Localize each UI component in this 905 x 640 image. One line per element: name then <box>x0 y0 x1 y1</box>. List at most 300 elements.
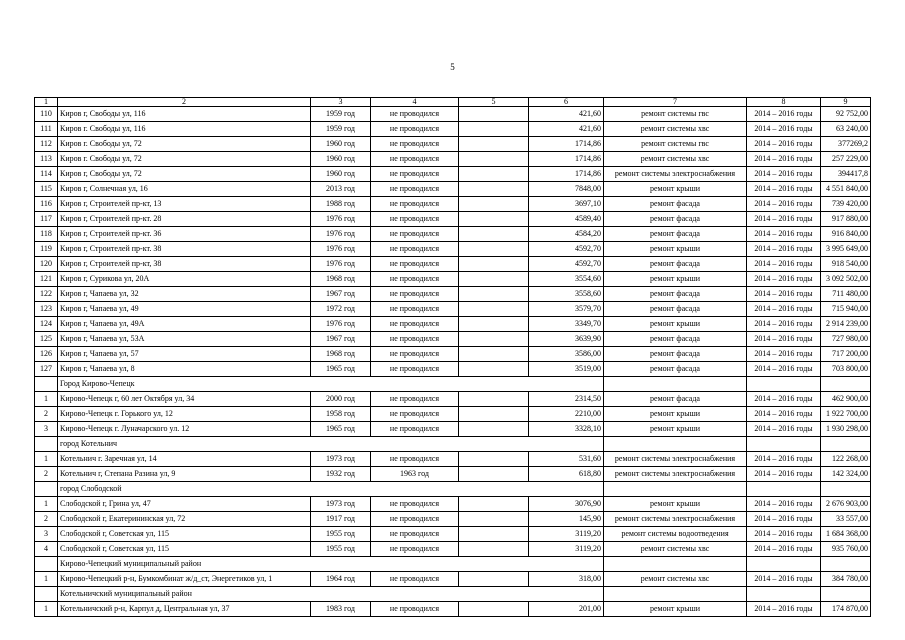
work-type-cell: ремонт фасада <box>604 227 747 242</box>
build-year-cell: 1972 год <box>311 302 371 317</box>
last-repair-cell: не проводился <box>371 152 459 167</box>
area-cell: 3579,70 <box>529 302 604 317</box>
period-cell: 2014 – 2016 годы <box>747 107 821 122</box>
work-type-cell: ремонт крыши <box>604 422 747 437</box>
work-type-cell: ремонт фасада <box>604 347 747 362</box>
column-number-header: 1 <box>35 98 58 107</box>
build-year-cell: 1960 год <box>311 137 371 152</box>
cost-cell: 174 870,00 <box>821 602 871 617</box>
row-number-cell: 123 <box>35 302 58 317</box>
period-cell: 2014 – 2016 годы <box>747 137 821 152</box>
address-cell: Киров г. Свободы ул, 72 <box>58 137 311 152</box>
table-row <box>35 107 871 122</box>
section-title: город Котельнич <box>58 437 604 452</box>
column-number-header: 8 <box>747 98 821 107</box>
row-number-cell: 122 <box>35 287 58 302</box>
build-year-cell: 1959 год <box>311 107 371 122</box>
table-row <box>35 527 871 542</box>
row-number-cell: 4 <box>35 542 58 557</box>
empty-cell <box>604 587 747 602</box>
address-cell: Кирово-Чепецк г. Луначарского ул. 12 <box>58 422 311 437</box>
address-cell: Котельничский р-н, Карпул д, Центральная ул, 37 <box>58 602 311 617</box>
table-row <box>35 542 871 557</box>
empty-cell <box>747 482 821 497</box>
work-type-cell: ремонт фасада <box>604 332 747 347</box>
period-cell: 2014 – 2016 годы <box>747 167 821 182</box>
row-number-cell: 111 <box>35 122 58 137</box>
area-cell: 3519,00 <box>529 362 604 377</box>
area-cell: 1714,86 <box>529 167 604 182</box>
area-cell: 421,60 <box>529 107 604 122</box>
work-type-cell: ремонт фасада <box>604 287 747 302</box>
work-type-cell: ремонт системы электроснабжения <box>604 467 747 482</box>
section-row <box>35 377 871 392</box>
row-number-cell: 120 <box>35 257 58 272</box>
address-cell: Слободской г, Грина ул, 47 <box>58 497 311 512</box>
build-year-cell: 1965 год <box>311 422 371 437</box>
build-year-cell: 1976 год <box>311 257 371 272</box>
row-number-cell: 125 <box>35 332 58 347</box>
table-row <box>35 212 871 227</box>
area-cell: 1714,86 <box>529 137 604 152</box>
table-row <box>35 182 871 197</box>
column-5-cell <box>459 317 529 332</box>
section-number-cell <box>35 377 58 392</box>
table-row <box>35 422 871 437</box>
section-number-cell <box>35 587 58 602</box>
build-year-cell: 1983 год <box>311 602 371 617</box>
area-cell: 618,80 <box>529 467 604 482</box>
period-cell: 2014 – 2016 годы <box>747 287 821 302</box>
row-number-cell: 121 <box>35 272 58 287</box>
column-5-cell <box>459 152 529 167</box>
period-cell: 2014 – 2016 годы <box>747 362 821 377</box>
section-title: Город Кирово-Чепецк <box>58 377 604 392</box>
address-cell: Киров г, Чапаева ул, 53А <box>58 332 311 347</box>
column-5-cell <box>459 197 529 212</box>
column-5-cell <box>459 227 529 242</box>
period-cell: 2014 – 2016 годы <box>747 572 821 587</box>
work-type-cell: ремонт системы электроснабжения <box>604 167 747 182</box>
work-type-cell: ремонт системы гвс <box>604 137 747 152</box>
column-5-cell <box>459 287 529 302</box>
last-repair-cell: не проводился <box>371 602 459 617</box>
build-year-cell: 1960 год <box>311 152 371 167</box>
empty-cell <box>604 557 747 572</box>
column-number-header: 2 <box>58 98 311 107</box>
address-cell: Котельнич г. Заречная ул, 14 <box>58 452 311 467</box>
period-cell: 2014 – 2016 годы <box>747 152 821 167</box>
work-type-cell: ремонт фасада <box>604 392 747 407</box>
cost-cell: 916 840,00 <box>821 227 871 242</box>
last-repair-cell: не проводился <box>371 302 459 317</box>
row-number-cell: 2 <box>35 467 58 482</box>
last-repair-cell: не проводился <box>371 122 459 137</box>
last-repair-cell: не проводился <box>371 287 459 302</box>
table-row <box>35 137 871 152</box>
section-title: Кирово-Чепецкий муниципальный район <box>58 557 604 572</box>
build-year-cell: 1955 год <box>311 527 371 542</box>
work-type-cell: ремонт крыши <box>604 602 747 617</box>
last-repair-cell: 1963 год <box>371 467 459 482</box>
cost-cell: 917 880,00 <box>821 212 871 227</box>
build-year-cell: 1967 год <box>311 287 371 302</box>
last-repair-cell: не проводился <box>371 347 459 362</box>
cost-cell: 3 995 649,00 <box>821 242 871 257</box>
cost-cell: 257 229,00 <box>821 152 871 167</box>
column-5-cell <box>459 137 529 152</box>
empty-cell <box>747 377 821 392</box>
page-number: 5 <box>450 62 455 72</box>
last-repair-cell: не проводился <box>371 212 459 227</box>
last-repair-cell: не проводился <box>371 317 459 332</box>
build-year-cell: 1965 год <box>311 362 371 377</box>
table-row <box>35 362 871 377</box>
area-cell: 1714,86 <box>529 152 604 167</box>
build-year-cell: 1958 год <box>311 407 371 422</box>
section-row <box>35 482 871 497</box>
cost-cell: 703 800,00 <box>821 362 871 377</box>
column-5-cell <box>459 362 529 377</box>
address-cell: Киров г, Чапаева ул, 32 <box>58 287 311 302</box>
section-title: город Слободской <box>58 482 604 497</box>
last-repair-cell: не проводился <box>371 392 459 407</box>
column-5-cell <box>459 257 529 272</box>
address-cell: Киров г, Чапаева ул, 49 <box>58 302 311 317</box>
column-5-cell <box>459 107 529 122</box>
period-cell: 2014 – 2016 годы <box>747 527 821 542</box>
table-row <box>35 272 871 287</box>
address-cell: Киров г. Свободы ул, 116 <box>58 122 311 137</box>
period-cell: 2014 – 2016 годы <box>747 122 821 137</box>
build-year-cell: 1932 год <box>311 467 371 482</box>
table-row <box>35 287 871 302</box>
work-type-cell: ремонт фасада <box>604 257 747 272</box>
area-cell: 3119,20 <box>529 527 604 542</box>
row-number-cell: 2 <box>35 407 58 422</box>
area-cell: 531,60 <box>529 452 604 467</box>
cost-cell: 2 676 903,00 <box>821 497 871 512</box>
row-number-cell: 126 <box>35 347 58 362</box>
cost-cell: 711 480,00 <box>821 287 871 302</box>
area-cell: 201,00 <box>529 602 604 617</box>
area-cell: 318,00 <box>529 572 604 587</box>
table-row <box>35 122 871 137</box>
area-cell: 3076,90 <box>529 497 604 512</box>
row-number-cell: 1 <box>35 392 58 407</box>
cost-cell: 462 900,00 <box>821 392 871 407</box>
table-row <box>35 602 871 617</box>
row-number-cell: 1 <box>35 452 58 467</box>
row-number-cell: 127 <box>35 362 58 377</box>
empty-cell <box>821 557 871 572</box>
period-cell: 2014 – 2016 годы <box>747 512 821 527</box>
column-number-header: 7 <box>604 98 747 107</box>
empty-cell <box>747 587 821 602</box>
cost-cell: 727 980,00 <box>821 332 871 347</box>
table-row <box>35 197 871 212</box>
column-5-cell <box>459 422 529 437</box>
table-row <box>35 257 871 272</box>
work-type-cell: ремонт системы гвс <box>604 107 747 122</box>
build-year-cell: 1976 год <box>311 242 371 257</box>
work-type-cell: ремонт системы хвс <box>604 152 747 167</box>
last-repair-cell: не проводился <box>371 512 459 527</box>
cost-cell: 1 684 368,00 <box>821 527 871 542</box>
empty-cell <box>821 482 871 497</box>
build-year-cell: 1967 год <box>311 332 371 347</box>
area-cell: 2314,50 <box>529 392 604 407</box>
column-5-cell <box>459 212 529 227</box>
column-5-cell <box>459 242 529 257</box>
area-cell: 3586,00 <box>529 347 604 362</box>
cost-cell: 717 200,00 <box>821 347 871 362</box>
empty-cell <box>747 437 821 452</box>
section-row <box>35 557 871 572</box>
build-year-cell: 1968 год <box>311 272 371 287</box>
address-cell: Киров г, Свободы ул, 72 <box>58 167 311 182</box>
table-row <box>35 497 871 512</box>
last-repair-cell: не проводился <box>371 572 459 587</box>
address-cell: Киров г, Свободы ул, 116 <box>58 107 311 122</box>
last-repair-cell: не проводился <box>371 227 459 242</box>
period-cell: 2014 – 2016 годы <box>747 467 821 482</box>
cost-cell: 739 420,00 <box>821 197 871 212</box>
cost-cell: 4 551 840,00 <box>821 182 871 197</box>
cost-cell: 1 922 700,00 <box>821 407 871 422</box>
last-repair-cell: не проводился <box>371 332 459 347</box>
work-type-cell: ремонт системы электроснабжения <box>604 512 747 527</box>
work-type-cell: ремонт фасада <box>604 212 747 227</box>
row-number-cell: 117 <box>35 212 58 227</box>
address-cell: Киров г. Свободы ул, 72 <box>58 152 311 167</box>
last-repair-cell: не проводился <box>371 197 459 212</box>
column-number-header: 3 <box>311 98 371 107</box>
last-repair-cell: не проводился <box>371 407 459 422</box>
last-repair-cell: не проводился <box>371 542 459 557</box>
build-year-cell: 1955 год <box>311 542 371 557</box>
period-cell: 2014 – 2016 годы <box>747 227 821 242</box>
cost-cell: 63 240,00 <box>821 122 871 137</box>
address-cell: Киров г, Строителей пр-кт. 36 <box>58 227 311 242</box>
cost-cell: 918 540,00 <box>821 257 871 272</box>
work-type-cell: ремонт крыши <box>604 182 747 197</box>
column-number-header: 6 <box>529 98 604 107</box>
cost-cell: 3 092 502,00 <box>821 272 871 287</box>
work-type-cell: ремонт фасада <box>604 362 747 377</box>
column-5-cell <box>459 572 529 587</box>
empty-cell <box>604 437 747 452</box>
address-cell: Котельнич г, Степана Разина ул, 9 <box>58 467 311 482</box>
table-row <box>35 467 871 482</box>
area-cell: 3349,70 <box>529 317 604 332</box>
table-row <box>35 242 871 257</box>
last-repair-cell: не проводился <box>371 452 459 467</box>
column-number-header: 4 <box>371 98 459 107</box>
row-number-cell: 3 <box>35 422 58 437</box>
column-5-cell <box>459 182 529 197</box>
empty-cell <box>821 587 871 602</box>
address-cell: Киров г, Сурикова ул, 20А <box>58 272 311 287</box>
last-repair-cell: не проводился <box>371 362 459 377</box>
address-cell: Киров г, Строителей пр-кт. 28 <box>58 212 311 227</box>
column-5-cell <box>459 467 529 482</box>
column-5-cell <box>459 452 529 467</box>
period-cell: 2014 – 2016 годы <box>747 272 821 287</box>
table-row <box>35 332 871 347</box>
area-cell: 3697,10 <box>529 197 604 212</box>
work-type-cell: ремонт системы хвс <box>604 122 747 137</box>
cost-cell: 935 760,00 <box>821 542 871 557</box>
column-5-cell <box>459 542 529 557</box>
last-repair-cell: не проводился <box>371 182 459 197</box>
area-cell: 4589,40 <box>529 212 604 227</box>
period-cell: 2014 – 2016 годы <box>747 257 821 272</box>
build-year-cell: 2000 год <box>311 392 371 407</box>
row-number-cell: 110 <box>35 107 58 122</box>
column-5-cell <box>459 347 529 362</box>
last-repair-cell: не проводился <box>371 422 459 437</box>
period-cell: 2014 – 2016 годы <box>747 242 821 257</box>
row-number-cell: 112 <box>35 137 58 152</box>
column-number-header: 5 <box>459 98 529 107</box>
period-cell: 2014 – 2016 годы <box>747 602 821 617</box>
address-cell: Киров г, Чапаева ул, 8 <box>58 362 311 377</box>
period-cell: 2014 – 2016 годы <box>747 422 821 437</box>
empty-cell <box>604 482 747 497</box>
build-year-cell: 1960 год <box>311 167 371 182</box>
work-type-cell: ремонт крыши <box>604 272 747 287</box>
work-type-cell: ремонт крыши <box>604 317 747 332</box>
row-number-cell: 3 <box>35 527 58 542</box>
build-year-cell: 1976 год <box>311 317 371 332</box>
work-type-cell: ремонт системы водоотведения <box>604 527 747 542</box>
row-number-cell: 114 <box>35 167 58 182</box>
last-repair-cell: не проводился <box>371 527 459 542</box>
work-type-cell: ремонт фасада <box>604 197 747 212</box>
table-header-row <box>35 98 871 107</box>
column-5-cell <box>459 497 529 512</box>
column-5-cell <box>459 512 529 527</box>
section-row <box>35 587 871 602</box>
period-cell: 2014 – 2016 годы <box>747 332 821 347</box>
cost-cell: 2 914 239,00 <box>821 317 871 332</box>
area-cell: 4592,70 <box>529 242 604 257</box>
row-number-cell: 118 <box>35 227 58 242</box>
work-type-cell: ремонт системы электроснабжения <box>604 452 747 467</box>
area-cell: 3328,10 <box>529 422 604 437</box>
period-cell: 2014 – 2016 годы <box>747 212 821 227</box>
section-row <box>35 437 871 452</box>
period-cell: 2014 – 2016 годы <box>747 392 821 407</box>
cost-cell: 122 268,00 <box>821 452 871 467</box>
empty-cell <box>604 377 747 392</box>
address-cell: Слободской г, Советская ул, 115 <box>58 527 311 542</box>
row-number-cell: 1 <box>35 572 58 587</box>
period-cell: 2014 – 2016 годы <box>747 407 821 422</box>
column-5-cell <box>459 602 529 617</box>
table-row <box>35 347 871 362</box>
table-row <box>35 407 871 422</box>
period-cell: 2014 – 2016 годы <box>747 452 821 467</box>
address-cell: Слободской г, Екатерининская ул, 72 <box>58 512 311 527</box>
last-repair-cell: не проводился <box>371 242 459 257</box>
build-year-cell: 1964 год <box>311 572 371 587</box>
empty-cell <box>821 377 871 392</box>
address-cell: Киров г, Строителей пр-кт. 38 <box>58 242 311 257</box>
build-year-cell: 1973 год <box>311 452 371 467</box>
row-number-cell: 2 <box>35 512 58 527</box>
period-cell: 2014 – 2016 годы <box>747 317 821 332</box>
area-cell: 3119,20 <box>529 542 604 557</box>
last-repair-cell: не проводился <box>371 107 459 122</box>
period-cell: 2014 – 2016 годы <box>747 302 821 317</box>
area-cell: 4584,20 <box>529 227 604 242</box>
column-5-cell <box>459 302 529 317</box>
cost-cell: 715 940,00 <box>821 302 871 317</box>
last-repair-cell: не проводился <box>371 137 459 152</box>
build-year-cell: 1976 год <box>311 212 371 227</box>
work-type-cell: ремонт крыши <box>604 242 747 257</box>
work-type-cell: ремонт крыши <box>604 497 747 512</box>
table-row <box>35 302 871 317</box>
work-type-cell: ремонт системы хвс <box>604 542 747 557</box>
period-cell: 2014 – 2016 годы <box>747 182 821 197</box>
cost-cell: 92 752,00 <box>821 107 871 122</box>
area-cell: 421,60 <box>529 122 604 137</box>
section-title: Котельничский муниципальный район <box>58 587 604 602</box>
cost-cell: 142 324,00 <box>821 467 871 482</box>
area-cell: 7848,00 <box>529 182 604 197</box>
column-5-cell <box>459 167 529 182</box>
column-5-cell <box>459 272 529 287</box>
table-row <box>35 227 871 242</box>
address-cell: Киров г, Чапаева ул, 49А <box>58 317 311 332</box>
cost-cell: 394417,8 <box>821 167 871 182</box>
cost-cell: 384 780,00 <box>821 572 871 587</box>
table-row <box>35 392 871 407</box>
build-year-cell: 1976 год <box>311 227 371 242</box>
work-type-cell: ремонт фасада <box>604 302 747 317</box>
table-row <box>35 512 871 527</box>
table-row <box>35 572 871 587</box>
table-row <box>35 167 871 182</box>
row-number-cell: 124 <box>35 317 58 332</box>
row-number-cell: 119 <box>35 242 58 257</box>
row-number-cell: 1 <box>35 602 58 617</box>
area-cell: 2210,00 <box>529 407 604 422</box>
column-5-cell <box>459 407 529 422</box>
address-cell: Кирово-Чепецк г, 60 лет Октября ул, 34 <box>58 392 311 407</box>
area-cell: 145,90 <box>529 512 604 527</box>
last-repair-cell: не проводился <box>371 257 459 272</box>
build-year-cell: 1968 год <box>311 347 371 362</box>
row-number-cell: 116 <box>35 197 58 212</box>
cost-cell: 377269,2 <box>821 137 871 152</box>
row-number-cell: 113 <box>35 152 58 167</box>
area-cell: 3558,60 <box>529 287 604 302</box>
address-cell: Киров г, Строителей пр-кт, 13 <box>58 197 311 212</box>
period-cell: 2014 – 2016 годы <box>747 347 821 362</box>
table-row <box>35 452 871 467</box>
column-number-header: 9 <box>821 98 871 107</box>
address-cell: Киров г, Строителей пр-кт, 38 <box>58 257 311 272</box>
build-year-cell: 1917 год <box>311 512 371 527</box>
address-cell: Киров г, Солнечная ул, 16 <box>58 182 311 197</box>
build-year-cell: 1988 год <box>311 197 371 212</box>
period-cell: 2014 – 2016 годы <box>747 497 821 512</box>
section-number-cell <box>35 557 58 572</box>
